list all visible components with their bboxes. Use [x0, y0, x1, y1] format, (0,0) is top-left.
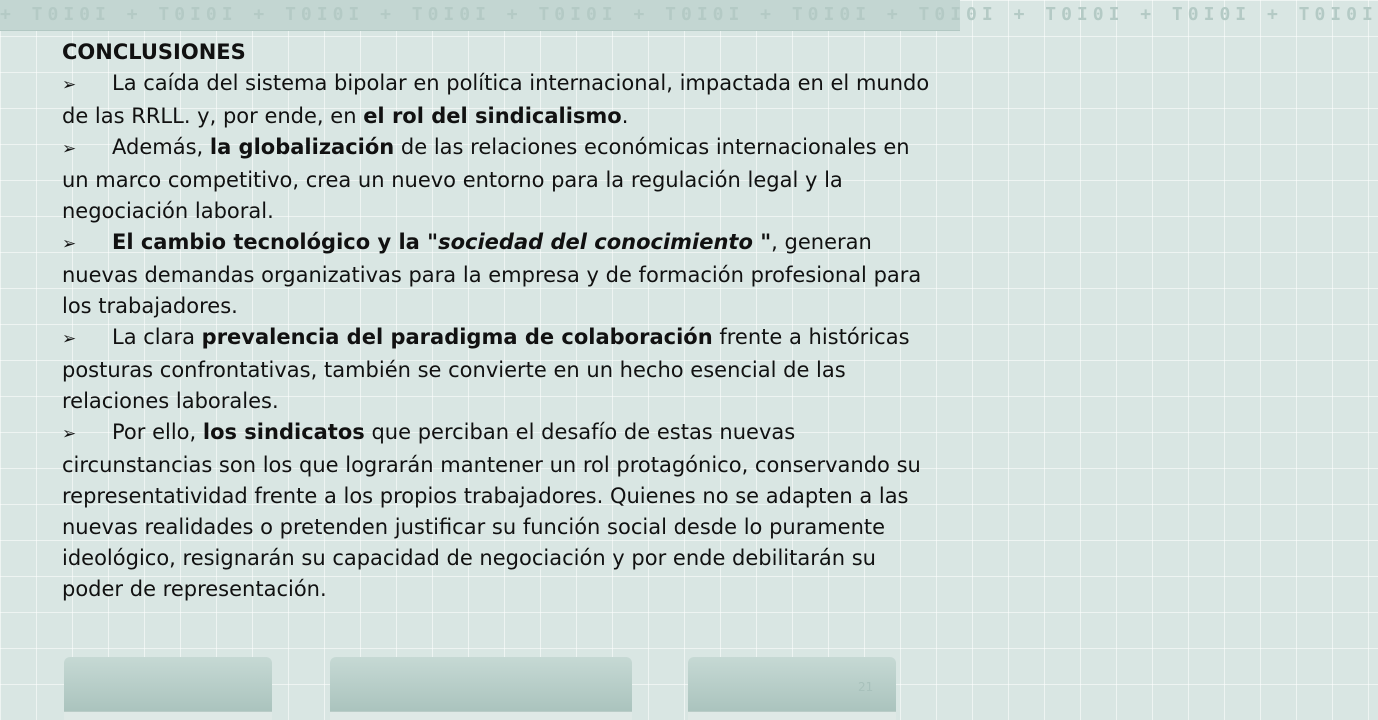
p1-text-c: . — [621, 104, 629, 128]
p2-text-a: Además, — [112, 135, 210, 159]
footer-tab-left — [64, 657, 272, 720]
slide-content — [62, 37, 932, 605]
p1-text-bold: el rol del sindicalismo — [363, 104, 622, 128]
decorative-top-band — [0, 0, 1378, 31]
slide-number: 21 — [858, 680, 874, 694]
arrow-bullet-icon: ➢ — [62, 329, 77, 349]
p2-text-c: de las relaciones económicas internacionales en un marco competitivo, crea un nuevo entorno para la regulación legal y la negociación laboral. — [62, 135, 910, 223]
p5-text-bold: los sindicatos — [202, 420, 365, 444]
p5-text-c: que perciban el desafío de estas nuevas circunstancias son los que lograrán mantener un rol protagónico, conservando su representatividad frente a los propios trabajadores. Quienes no se adapten a las nuevas realidades o pretenden justificar su función social desde lo puramente ideológico, resignarán su capacidad de negociación y por ende debilitarán su poder de representación. — [62, 420, 921, 601]
p5-text-a: Por ello, — [112, 420, 203, 444]
p4-text-bold: prevalencia del paradigma de colaboración — [201, 325, 713, 349]
p2-text-bold: la globalización — [209, 135, 395, 159]
footer-tab-center — [330, 657, 632, 720]
arrow-bullet-icon: ➢ — [62, 139, 77, 159]
p3-text-bold: El cambio tecnológico y la " — [112, 230, 439, 254]
p3-text-italic: sociedad del conocimiento — [438, 230, 753, 254]
conclusion-paragraph-5 — [62, 417, 932, 605]
p1-text-a: La caída del sistema bipolar en política internacional, impactada en el mundo de las RRLL. y, por ende, en — [62, 71, 930, 128]
p3-text-d: , generan nuevas demandas organizativas para la empresa y de formación profesional para los trabajadores. — [62, 230, 922, 318]
p3-text-quote: " — [752, 230, 772, 254]
slide-title: CONCLUSIONES — [62, 40, 246, 64]
arrow-bullet-icon: ➢ — [62, 424, 77, 444]
arrow-bullet-icon: ➢ — [62, 234, 77, 254]
p4-text-a: La clara — [112, 325, 202, 349]
conclusion-paragraph-1 — [62, 68, 932, 132]
arrow-bullet-icon: ➢ — [62, 75, 77, 95]
p4-text-c: frente a históricas posturas confrontativas, también se convierte en un hecho esencial de las relaciones laborales. — [62, 325, 910, 413]
conclusion-paragraph-4 — [62, 322, 932, 417]
top-band-pattern: + T0I0I + T0I0I + T0I0I + T0I0I + T0I0I + T0I0I + T0I0I + T0I0I + T0I0I + T0I0I + T0I0I — [0, 4, 1378, 25]
conclusion-paragraph-2 — [62, 132, 932, 227]
conclusion-paragraph-3 — [62, 227, 932, 322]
